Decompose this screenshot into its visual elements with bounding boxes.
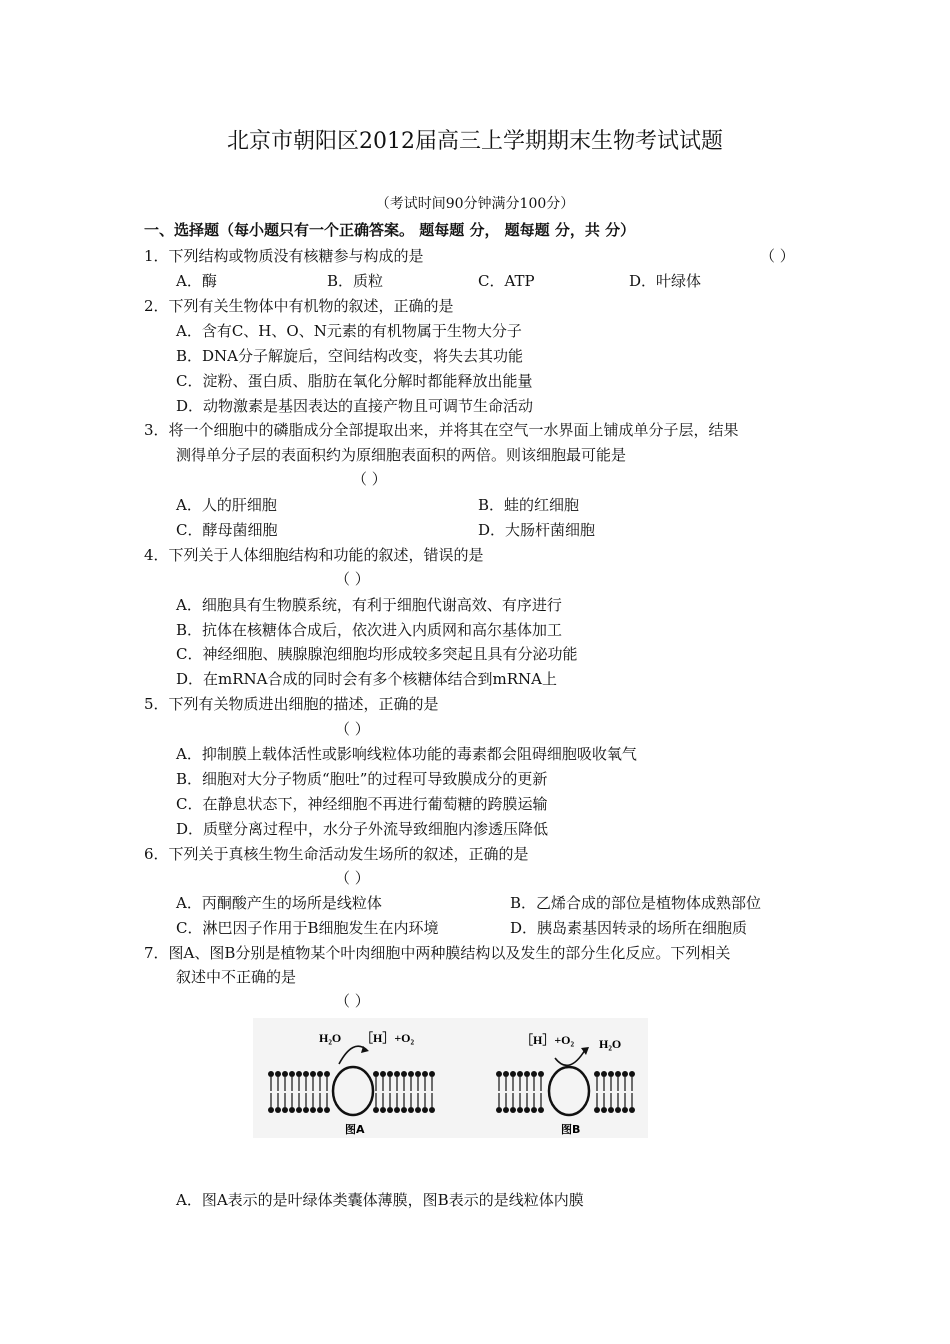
lipid-head xyxy=(275,1107,281,1113)
lipid-head xyxy=(268,1107,274,1113)
question-4-option-d: D．在mRNA合成的同时会有多个核糖体结合到mRNA上 xyxy=(176,670,557,688)
lipid-head xyxy=(373,1071,379,1077)
question-5-option-a: A．抑制膜上载体活性或影响线粒体功能的毒素都会阻碍细胞吸收氧气 xyxy=(176,745,637,763)
reaction-arrow-b xyxy=(555,1050,585,1065)
lipid-head xyxy=(275,1071,281,1077)
lipid-head xyxy=(408,1107,414,1113)
lipid-head xyxy=(517,1071,523,1077)
page-title: 北京市朝阳区2012届高三上学期期末生物考试试题 xyxy=(227,129,723,154)
membrane-b xyxy=(496,1032,635,1136)
question-6-option-c: C．淋巴因子作用于B细胞发生在内环境 xyxy=(176,919,439,937)
lipid-head xyxy=(394,1071,400,1077)
question-3-option-b: B．蛙的红细胞 xyxy=(478,496,580,514)
lipid-head xyxy=(503,1107,509,1113)
lipid-head xyxy=(594,1071,600,1077)
lipid-head xyxy=(594,1107,600,1113)
question-6-option-d: D．胰岛素基因转录的场所在细胞质 xyxy=(510,919,748,937)
lipid-head xyxy=(415,1071,421,1077)
lipid-head xyxy=(524,1071,530,1077)
lipid-head xyxy=(622,1107,628,1113)
lipid-head xyxy=(608,1107,614,1113)
question-2-option-b: B．DNA分子解旋后，空间结构改变，将失去其功能 xyxy=(176,347,524,365)
lipid-head xyxy=(296,1107,302,1113)
membrane-protein-a xyxy=(333,1067,373,1115)
lipid-head xyxy=(415,1107,421,1113)
question-2-stem: 2．下列有关生物体中有机物的叙述，正确的是 xyxy=(144,297,454,315)
lipid-head xyxy=(510,1071,516,1077)
question-7-stem: 7．图A、图B分别是植物某个叶肉细胞中两种膜结构以及发生的部分生化反应。下列相关 xyxy=(144,944,731,962)
question-2-option-a: A．含有C、H、O、N元素的有机物属于生物大分子 xyxy=(176,322,522,340)
question-7-stem-cont: 叙述中不正确的是 xyxy=(176,968,297,986)
question-2-option-c: C．淀粉、蛋白质、脂肪在氧化分解时都能释放出能量 xyxy=(176,372,533,390)
label-a-right: ［H］+O₂ xyxy=(361,1031,415,1045)
lipid-head xyxy=(601,1107,607,1113)
lipid-head xyxy=(394,1107,400,1113)
lipid-head xyxy=(268,1071,274,1077)
question-1-answer-blank: （ ） xyxy=(760,247,795,265)
lipid-head xyxy=(429,1071,435,1077)
question-1-option-a: A．酶 xyxy=(176,272,217,290)
lipid-head xyxy=(524,1107,530,1113)
lipid-head xyxy=(622,1071,628,1077)
exam-info: （考试时间90分钟满分100分） xyxy=(375,196,575,212)
lipid-head xyxy=(401,1107,407,1113)
question-2-option-d: D．动物激素是基因表达的直接产物且可调节生命活动 xyxy=(176,397,534,415)
lipid-head xyxy=(282,1071,288,1077)
label-a-left: H₂O xyxy=(319,1031,342,1045)
question-3-option-a: A．人的肝细胞 xyxy=(176,496,277,514)
lipid-head xyxy=(303,1107,309,1113)
lipid-head xyxy=(422,1071,428,1077)
question-3-option-d: D．大肠杆菌细胞 xyxy=(478,521,596,539)
lipid-head xyxy=(324,1107,330,1113)
lipid-head xyxy=(629,1071,635,1077)
lipid-head xyxy=(531,1107,537,1113)
lipid-head xyxy=(629,1107,635,1113)
lipid-head xyxy=(429,1107,435,1113)
question-1-option-d: D．叶绿体 xyxy=(629,272,702,290)
lipid-head xyxy=(289,1107,295,1113)
question-4-option-a: A．细胞具有生物膜系统，有利于细胞代谢高效、有序进行 xyxy=(176,596,562,614)
lipid-head xyxy=(408,1071,414,1077)
question-4-option-c: C．神经细胞、胰腺腺泡细胞均形成较多突起且具有分泌功能 xyxy=(176,645,578,663)
lipid-head xyxy=(303,1071,309,1077)
lipid-head xyxy=(310,1071,316,1077)
question-1-option-b: B．质粒 xyxy=(327,272,384,290)
lipid-head xyxy=(387,1071,393,1077)
lipid-head xyxy=(282,1107,288,1113)
question-4-answer-blank: （ ） xyxy=(335,570,370,588)
lipid-head xyxy=(380,1071,386,1077)
question-1-stem: 1．下列结构或物质没有核糖参与构成的是 xyxy=(144,247,424,265)
lipid-head xyxy=(380,1107,386,1113)
question-6-option-b: B．乙烯合成的部位是植物体成熟部位 xyxy=(510,894,762,912)
label-b-left: ［H］+O₂ xyxy=(521,1033,575,1047)
question-3-stem-cont: 测得单分子层的表面积约为原细胞表面积的两倍。则该细胞最可能是 xyxy=(176,446,627,464)
question-3-stem: 3．将一个细胞中的磷脂成分全部提取出来，并将其在空气一水界面上铺成单分子层，结果 xyxy=(144,421,739,439)
membrane-protein-b xyxy=(549,1067,589,1115)
lipid-head xyxy=(531,1071,537,1077)
question-1-option-c: C．ATP xyxy=(478,272,535,290)
membrane-a xyxy=(268,1030,435,1136)
lipid-head xyxy=(401,1071,407,1077)
lipid-head xyxy=(615,1107,621,1113)
lipid-head xyxy=(538,1071,544,1077)
figure-a-caption: 图A xyxy=(345,1123,365,1136)
lipid-head xyxy=(310,1107,316,1113)
lipid-head xyxy=(608,1071,614,1077)
question-3-answer-blank: （ ） xyxy=(352,470,387,488)
lipid-head xyxy=(510,1107,516,1113)
lipid-head xyxy=(373,1107,379,1113)
section-heading: 一、选择题（每小题只有一个正确答案。 题每题 分， 题每题 分，共 分） xyxy=(144,221,636,239)
question-6-stem: 6．下列关于真核生物生命活动发生场所的叙述，正确的是 xyxy=(144,845,529,863)
membrane-figure xyxy=(253,1018,648,1138)
membrane-diagram xyxy=(253,1018,648,1138)
question-5-stem: 5．下列有关物质进出细胞的描述，正确的是 xyxy=(144,695,439,713)
question-4-stem: 4．下列关于人体细胞结构和功能的叙述，错误的是 xyxy=(144,546,484,564)
question-3-option-c: C．酵母菌细胞 xyxy=(176,521,278,539)
question-7-answer-blank: （ ） xyxy=(335,992,370,1010)
lipid-head xyxy=(615,1071,621,1077)
figure-b-caption: 图B xyxy=(561,1123,581,1136)
question-5-option-d: D．质壁分离过程中，水分子外流导致细胞内渗透压降低 xyxy=(176,820,549,838)
question-5-answer-blank: （ ） xyxy=(335,720,370,738)
lipid-head xyxy=(538,1107,544,1113)
question-7-option-a: A．图A表示的是叶绿体类囊体薄膜，图B表示的是线粒体内膜 xyxy=(176,1191,584,1209)
lipid-head xyxy=(317,1071,323,1077)
lipid-head xyxy=(517,1107,523,1113)
question-6-option-a: A．丙酮酸产生的场所是线粒体 xyxy=(176,894,382,912)
question-5-option-c: C．在静息状态下，神经细胞不再进行葡萄糖的跨膜运输 xyxy=(176,795,548,813)
lipid-head xyxy=(422,1107,428,1113)
lipid-head xyxy=(496,1107,502,1113)
question-4-option-b: B．抗体在核糖体合成后，依次进入内质网和高尔基体加工 xyxy=(176,621,563,639)
question-5-option-b: B．细胞对大分子物质“胞吐”的过程可导致膜成分的更新 xyxy=(176,770,548,788)
lipid-head xyxy=(324,1071,330,1077)
lipid-head xyxy=(296,1071,302,1077)
lipid-head xyxy=(601,1071,607,1077)
lipid-head xyxy=(496,1071,502,1077)
lipid-head xyxy=(503,1071,509,1077)
lipid-head xyxy=(317,1107,323,1113)
label-b-right: H₂O xyxy=(599,1037,622,1051)
question-6-answer-blank: （ ） xyxy=(335,869,370,887)
lipid-head xyxy=(289,1071,295,1077)
lipid-head xyxy=(387,1107,393,1113)
